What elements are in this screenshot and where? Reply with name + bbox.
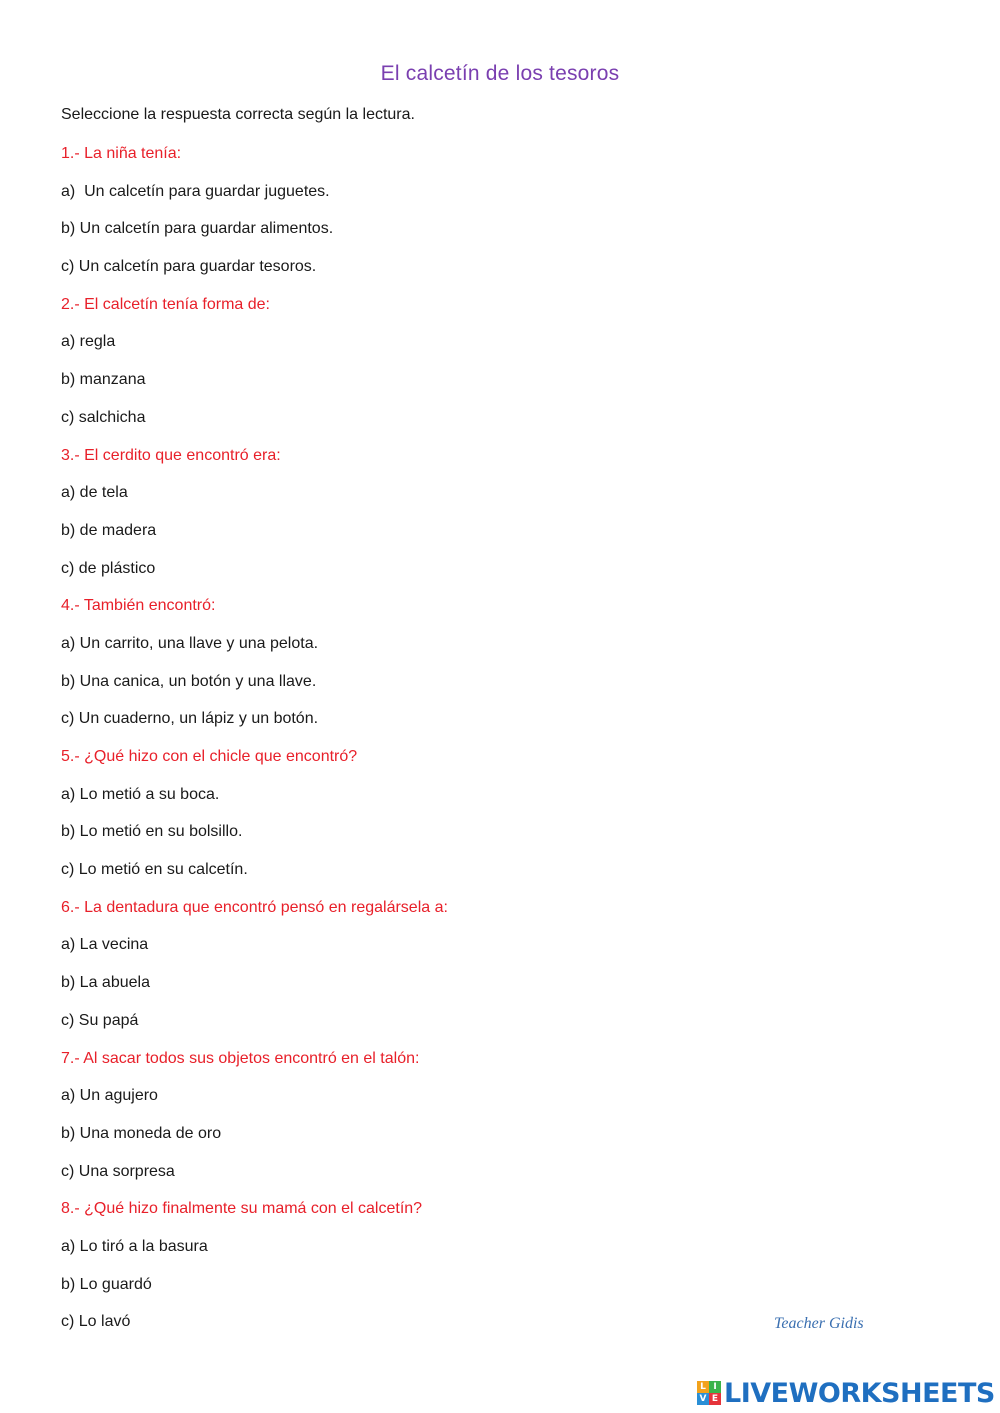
answer-option-c[interactable]: c) Un cuaderno, un lápiz y un botón. <box>61 710 319 728</box>
question-5 <box>61 746 761 897</box>
answer-option-b[interactable]: b) manzana <box>61 371 146 389</box>
liveworksheets-brand <box>697 1378 995 1408</box>
question-text: 3.- El cerdito que encontró era: <box>61 446 281 464</box>
question-text: 1.- La niña tenía: <box>61 145 182 162</box>
question-4 <box>61 595 761 746</box>
answer-option-b[interactable]: b) Una moneda de oro <box>61 1124 222 1142</box>
answer-option-c[interactable]: c) salchicha <box>61 408 146 426</box>
answer-option-a[interactable]: a) de tela <box>61 484 128 502</box>
question-7 <box>61 1048 761 1199</box>
brand-name: LIVEWORKSHEETS <box>724 1377 995 1409</box>
question-text: 8.- ¿Qué hizo finalmente su mamá con el calcetín? <box>61 1200 423 1218</box>
question-text: 5.- ¿Qué hizo con el chicle que encontró? <box>61 748 358 765</box>
answer-option-b[interactable]: b) Una canica, un botón y una llave. <box>61 672 317 690</box>
answer-option-c[interactable]: c) Un calcetín para guardar tesoros. <box>61 258 317 276</box>
logo-letter: I <box>709 1381 721 1393</box>
answer-option-a[interactable]: a) La vecina <box>61 936 149 954</box>
question-list <box>61 143 761 1349</box>
question-text: 6.- La dentadura que encontró pensó en regalársela a: <box>61 898 448 916</box>
answer-option-a[interactable]: a) Lo metió a su boca. <box>61 785 220 803</box>
question-8 <box>61 1198 761 1349</box>
logo-letter: V <box>697 1393 709 1405</box>
answer-option-b[interactable]: b) Lo guardó <box>61 1275 152 1293</box>
answer-option-b[interactable]: b) La abuela <box>61 974 150 992</box>
question-text: 4.- También encontró: <box>61 597 216 615</box>
answer-option-a[interactable]: a) regla <box>61 333 116 351</box>
question-3 <box>61 445 761 596</box>
instructions: Seleccione la respuesta correcta según la lectura. <box>61 106 415 123</box>
answer-option-c[interactable]: c) Una sorpresa <box>61 1162 175 1180</box>
logo-letter: E <box>709 1393 721 1405</box>
answer-option-c[interactable]: c) Lo lavó <box>61 1313 131 1331</box>
answer-option-c[interactable]: c) Su papá <box>61 1011 139 1029</box>
teacher-signature: Teacher Gidis <box>774 1315 864 1332</box>
answer-option-b[interactable]: b) Un calcetín para guardar alimentos. <box>61 220 334 238</box>
answer-option-b[interactable]: b) de madera <box>61 521 157 539</box>
question-1 <box>61 143 761 294</box>
logo-letter: L <box>697 1381 709 1393</box>
question-text: 2.- El calcetín tenía forma de: <box>61 295 270 313</box>
answer-option-b[interactable]: b) Lo metió en su bolsillo. <box>61 823 243 841</box>
question-text: 7.- Al sacar todos sus objetos encontró en el talón: <box>61 1049 420 1067</box>
answer-option-c[interactable]: c) de plástico <box>61 559 156 577</box>
liveworksheets-logo-icon <box>697 1381 721 1405</box>
page-title: El calcetín de los tesoros <box>380 62 620 85</box>
answer-option-a[interactable]: a) Un carrito, una llave y una pelota. <box>61 634 319 652</box>
question-6 <box>61 897 761 1048</box>
question-2 <box>61 294 761 445</box>
answer-option-c[interactable]: c) Lo metió en su calcetín. <box>61 861 248 879</box>
answer-option-a[interactable]: a) Un agujero <box>61 1087 158 1105</box>
answer-option-a[interactable]: a) Lo tiró a la basura <box>61 1237 208 1255</box>
answer-option-a[interactable]: a) Un calcetín para guardar juguetes. <box>61 182 330 200</box>
